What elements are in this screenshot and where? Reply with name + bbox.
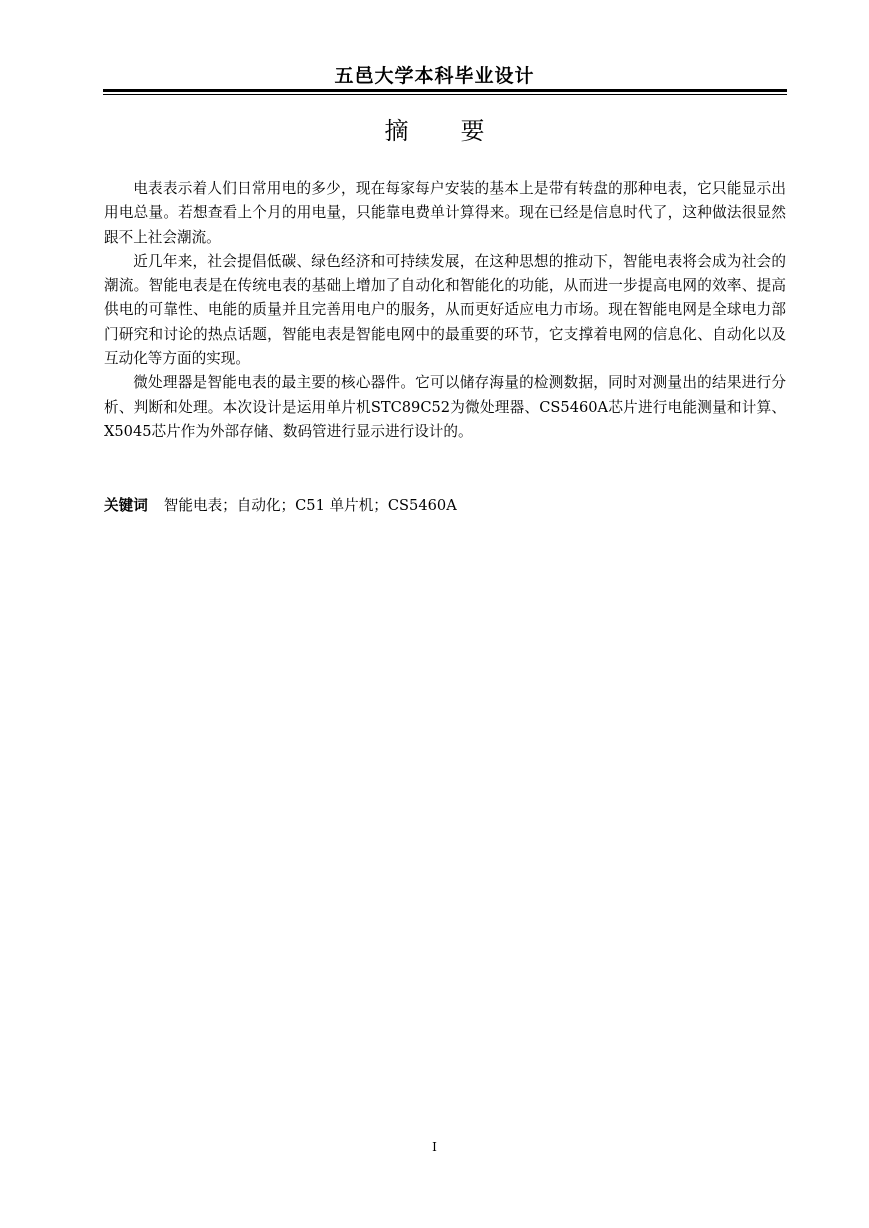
header-title: 五邑大学本科毕业设计 — [334, 65, 535, 87]
abstract-heading — [0, 114, 869, 148]
abstract-body — [104, 177, 786, 444]
abstract-heading-char-1: 摘 — [384, 117, 409, 145]
header-rule-thick — [103, 89, 787, 92]
abstract-heading-char-2: 要 — [460, 117, 485, 145]
keywords-label: 关键词 — [104, 497, 148, 514]
keywords-text: 智能电表；自动化；C51 单片机；CS5460A — [163, 497, 457, 514]
page-number: I — [432, 1140, 437, 1154]
header-rule-thin — [103, 94, 787, 95]
abstract-paragraph: 电表表示着人们日常用电的多少，现在每家每户安装的基本上是带有转盘的那种电表，它只能显示出用电总量。若想查看上个月的用电量，只能靠电费单计算得来。现在已经是信息时代了，这种做法很显然跟不上社会潮流。 — [104, 180, 786, 246]
abstract-paragraph: 微处理器是智能电表的最主要的核心器件。它可以储存海量的检测数据，同时对测量出的结果进行分析、判断和处理。本次设计是运用单片机STC89C52为微处理器、CS5460A芯片进行电能测量和计算、X5045芯片作为外部存储、数码管进行显示进行设计的。 — [104, 374, 786, 440]
keywords-line — [104, 494, 786, 518]
abstract-paragraph: 近几年来，社会提倡低碳、绿色经济和可持续发展，在这种思想的推动下，智能电表将会成为社会的潮流。智能电表是在传统电表的基础上增加了自动化和智能化的功能，从而进一步提高电网的效率、提高供电的可靠性、电能的质量并且完善用电户的服务，从而更好适应电力市场。现在智能电网是全球电力部门研究和讨论的热点话题，智能电表是智能电网中的最重要的环节，它支撑着电网的信息化、自动化以及互动化等方面的实现。 — [104, 252, 786, 368]
